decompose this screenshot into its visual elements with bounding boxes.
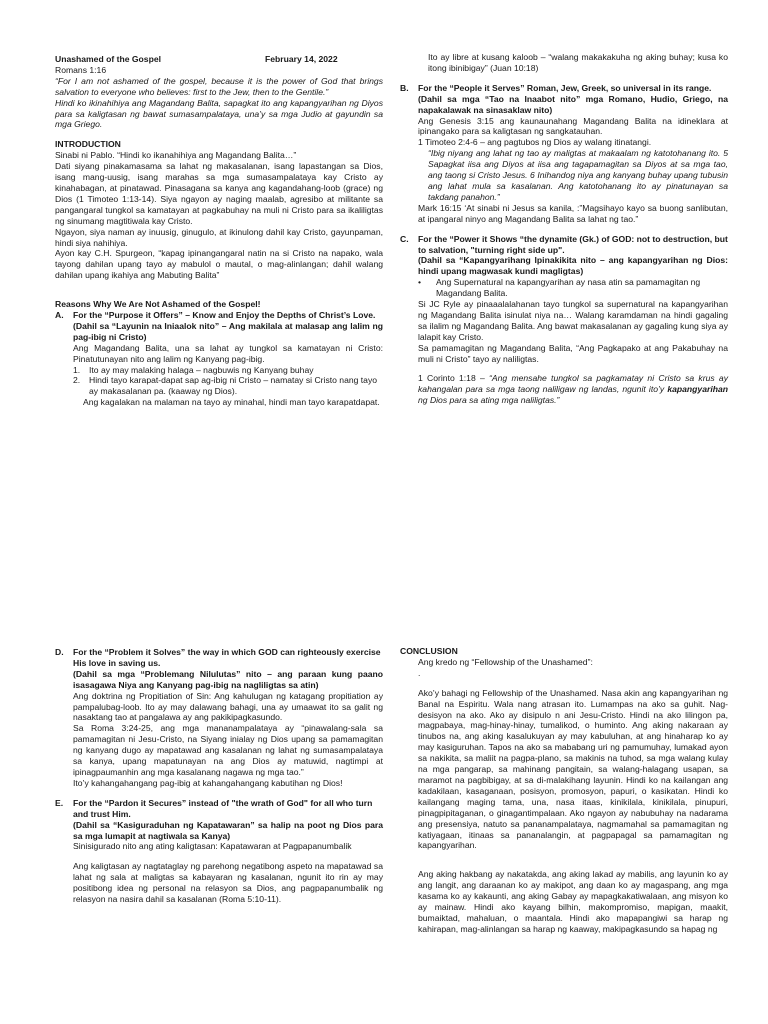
top-right-column — [400, 52, 728, 406]
section-b-body: Ang Genesis 3:15 ang kaunaunahang Magandang Balita na idineklara at ipinangako para sa kaligtasan ng sangkatauhan. — [418, 115, 728, 137]
reasons-heading: Reasons Why We Are Not Ashamed of the Gospel! — [55, 299, 261, 310]
intro-heading: INTRODUCTION — [55, 139, 121, 150]
section-e-body: Ang kaligtasan ay nagtataglay ng parehong negatibong aspeto na mapatawad sa lahat ng sala at maligtas sa kabayaran ng kasalanan, ngunit ito rin ay may positibong idea ng personal na relasyon sa Dios, ang pagpapanumbalik ng relasyon na nasira dahil sa kasalanan (Roma 5:10-11). — [73, 861, 383, 905]
bottom-page — [0, 512, 768, 1024]
list-item: • Ang Supernatural na kapangyarihan ay nasa atin sa pamamagitan ng Magandang Balita. — [418, 277, 701, 299]
section-d-title: D. For the “Problem it Solves” the way in which GOD can righteously exercise His love in saving us. — [55, 647, 381, 668]
section-d-body: Sa Roma 3:24-25, ang mga mananampalataya ay “pinawalang-sala sa pamamagitan ni Jesu-Cristo, na Siyang inialay ng Dios upang sa pamamagitan ng kanyang dugo ay mapatawad ang kasalanan ng lahat ng sumasampalataya sa kanya, upang mapatunayan na ang Dios ay matuwid, nagtimpi at ipinagpaumanhin ang mga kasalanang nagawa ng mga tao.” — [73, 723, 383, 777]
bullet-icon: • — [418, 277, 422, 288]
top-left-column — [55, 54, 383, 408]
section-d-body: Ang doktrina ng Propitiation of Sin: Ang kahulugan ng katagang propitiation ay pampalubag-loob. Ito ay may dalawang bahagi, una ay umaawat ito sa galit ng nasaktang tao at pangalawa ay ang pakikipagkasundo. — [73, 690, 383, 723]
bottom-left-column — [55, 647, 383, 905]
section-d-body: Ito’y kahangahangang pag-ibig at kahangahangang kabutihan ng Dios! — [73, 777, 343, 788]
section-c-body: Si JC Ryle ay pinaaalalahanan tayo tungkol sa supernatural na kapangyarihan ng Magandang Balita isinulat niya na… Walang karamdaman na hindi gagaling sa ilalim ng Magandang Balita. Ang bawat makasalanan ay gagaling kung siya ay lalapit kay Cristo. — [418, 299, 728, 342]
section-e-title: E. For the “Pardon it Secures” instead of "the wrath of God" for all who turn and trust Him. — [55, 797, 373, 819]
conclusion-intro: Ang kredo ng “Fellowship of the Unashamed”: — [418, 656, 593, 667]
conclusion-heading: CONCLUSION — [400, 646, 458, 656]
creed-paragraph: Ang aking hakbang ay nakatakda, ang aking lakad ay mabilis, ang layunin ko ay ang langit, ang daraanan ko ay makipot, ang daan ko ay magaspang, ang mga kasama ko ay kakaunti, ang aking Gabay ay mapagkakatiwalaan, ang misyon ko ay mainaw. Hindi ako kayang bilhin, makompromiso, mapigan, maakit, bumaiktad, mahaluan, o maantala. Hindi ako mapapangiwi sa harap ng kahirapan, mag-alinlangan sa harap ng kaaway, makipagkasundo sa hapag ng — [418, 869, 728, 934]
section-b-subtitle: (Dahil sa mga “Tao na Inaabot nito” mga Romano, Hudio, Griego, na napakalawak na sinasaklaw nito) — [418, 93, 728, 115]
creed-paragraph: Ako’y bahagi ng Fellowship of the Unashamed. Nasa akin ang kapangyarihan ng Banal na Espiritu. Wala nang atrasan ito. Lumampas na ako sa guhit. Nag-desisyon na ako. Ako ay disipulo n ani Jesu-Cristo. Hindi na ako lilingon pa, magpabaya, mag-hinay-hinay, tumalikod, o huminto. Ang aking nakaraan ay tinubos na, ang aking kasalukuyan ay may kabuluhan, at ang hinaharap ko ay may kasiguruhan. Tapos na ako sa mababang uri ng pamumuhay, lumakad ayon sa nakikita, sa maliit na pagpa-plano, sa makinis na tuhod, sa mga walang kulay na mga pangarap, sa mahinang pangitain, sa walang-halagang usapan, sa maramot na pagbibigay, at sa di-malakihang layunin. Hindi ko na kailangan ang kadakilaan, kasaganaan, posisyon, promosyon, papuri, o kasikatan. Hindi ko kailangang maging tama, una, nasa itaas, kinikilala, kinikilala, pinupuri, pinagpipitaganan, o ginagantimpalaan. Ako ngayon ay nabubuhay na nadarama ang presensiya, natuto sa pananampalataya, nagmamahal sa pamamagitan ng katiyagaan, itinaas sa pananalangin, at pagpapagal sa pamamagitan ng kapangyarihan. — [418, 687, 728, 851]
verse-tagalog: Hindi ko ikinahihiya ang Magandang Balita, sapagkat ito ang kapangyarihan ng Diyos para sa kaligtasan ng bawat sumasampalataya, una’y sa mga Judio at gayundin sa mga Griego. — [55, 97, 383, 130]
section-a-body: Ang Magandang Balita, una sa lahat ay tungkol sa kamatayan ni Cristo: Pinatutunayan nito ang lalim ng Kanyang pag-ibig. — [73, 342, 383, 364]
header-row — [55, 54, 383, 65]
stray-dot: . — [418, 667, 421, 678]
section-d-subtitle: (Dahil sa mga “Problemang Nilulutas” nito – ang paraan kung paano isasagawa Niya ang Kanyang pag-ibig na nagliligtas sa atin) — [73, 668, 383, 690]
section-b-title: B. For the “People it Serves” Roman, Jew, Greek, so universal in its range. — [400, 82, 712, 93]
section-e-subtitle: (Dahil sa “Kasiguraduhan ng Kapatawaran” sa halip na poot ng Dios para sa mga lumapit at nagtiwala sa Kanya) — [73, 819, 383, 841]
section-c-body: Sa pamamagitan ng Magandang Balita, “Ang Pagkapako at ang Pakabuhay na muli ni Cristo” tayo ay naliligtas. — [418, 342, 728, 364]
intro-paragraph: Dati siyang pinakamasama sa lahat ng makasalanan, isang lapastangan sa Dios, isang mang-uusig, isang marahas sa mga sumasampalataya kay Cristo ay kinahabagan, at pinatawad. Pinasagana sa kanya ang kagandahang-loob (grace) ng Dios (1 Timoteo 1:13-14). Siya ngayon ay naging maalab, agresibo at militante sa pangangaral tungkol sa kamatayan at pagkabuhay na muli ni Cristo para sa ikaliligtas ng sinumang magtitiwala kay Cristo. — [55, 161, 383, 226]
intro-paragraph: Ngayon, siya naman ay inuusig, ginugulo, at ikinulong dahil kay Cristo, gayunpaman, hindi siya nahihiya. — [55, 226, 383, 248]
intro-paragraph: Ayon kay C.H. Spurgeon, “kapag ipinangangaral natin na si Cristo na napako, wala tayong dahilan upang tayo ay mabulol o mautal, o mag-alinlangan; dahil walang dahilan upang ikahiya ang Mabuting Balita” — [55, 248, 383, 281]
section-c-subtitle: (Dahil sa “Kapangyarihang Ipinakikita nito – ang kapangyarihan ng Dios: hindi upang magwasak kundi magligtas) — [418, 255, 728, 277]
corinthians-quote: 1 Corinto 1:18 – “Ang mensahe tungkol sa pagkamatay ni Cristo sa krus ay kahangalan para sa mga taong naliligaw ng landas, ngunit ito’y kapangyarihan ng Dios para sa ating mga naliligtas.” — [418, 373, 728, 406]
sermon-date: February 14, 2022 — [265, 54, 338, 64]
section-b-quote: “Ibig niyang ang lahat ng tao ay maligtas at makaalam ng katotohanang ito. 5 Sapagkat iisa ang Diyos at iisa ang tagapamagitan sa Diyos at sa mga tao, ang taong si Cristo Jesus. 6 Inihandog niya ang kanyang buhay upang tubusin ang lahat mula sa kasalanan. Ang katotohanang ito ay pinatunayan sa takdang panahon.” — [428, 148, 728, 202]
section-b-body: 1 Timoteo 2:4-6 – ang pagtubos ng Dios ay walang itinatangi. — [418, 137, 652, 148]
bottom-right-column — [400, 646, 728, 935]
verse-english: “For I am not ashamed of the gospel, because it is the power of God that brings salvation to everyone who believes: first to the Jew, then to the Gentile.” — [55, 75, 383, 97]
list-item: 2. Hindi tayo karapat-dapat sap ag-ibig ni Cristo – namatay si Cristo nang tayo ay makasalanan pa. (kaaway ng Dios). — [73, 375, 378, 397]
scripture-ref: Romans 1:16 — [55, 64, 107, 75]
section-a-tail: Ang kagalakan na malaman na tayo ay minahal, hindi man tayo karapatdapat. — [83, 397, 380, 408]
section-a-title: A. For the “Purpose it Offers” – Know and Enjoy the Depths of Christ’s Love. — [55, 310, 376, 321]
section-e-body: Sinisigurado nito ang ating kaligtasan: Kapatawaran at Pagpapanumbalik — [73, 841, 352, 852]
section-a-subtitle: (Dahil sa “Layunin na Iniaalok nito” – Ang makilala at malasap ang lalim ng pag-ibig ni Cristo) — [73, 320, 383, 342]
list-item: 1. Ito ay may malaking halaga – nagbuwis ng Kanyang buhay — [73, 364, 314, 375]
intro-paragraph: Sinabi ni Pablo. “Hindi ko ikanahihiya ang Magandang Balita…” — [55, 150, 297, 161]
section-b-mark: Mark 16:15 ‘At sinabi ni Jesus sa kanila, :”Magsihayo kayo sa buong sanlibutan, at ipangaral ninyo ang Magandang Balita sa lahat ng tao.” — [418, 202, 728, 224]
section-c-title: C. For the “Power it Shows “the dynamite (Gk.) of GOD: not to destruction, but to salvation, "turning right side up". — [400, 233, 728, 255]
continued-quote: Ito ay libre at kusang kaloob – “walang makakakuha ng aking buhay; kusa ko itong ibinibigay” (Juan 10:18) — [428, 52, 728, 73]
sermon-title: Unashamed of the Gospel — [55, 54, 162, 64]
